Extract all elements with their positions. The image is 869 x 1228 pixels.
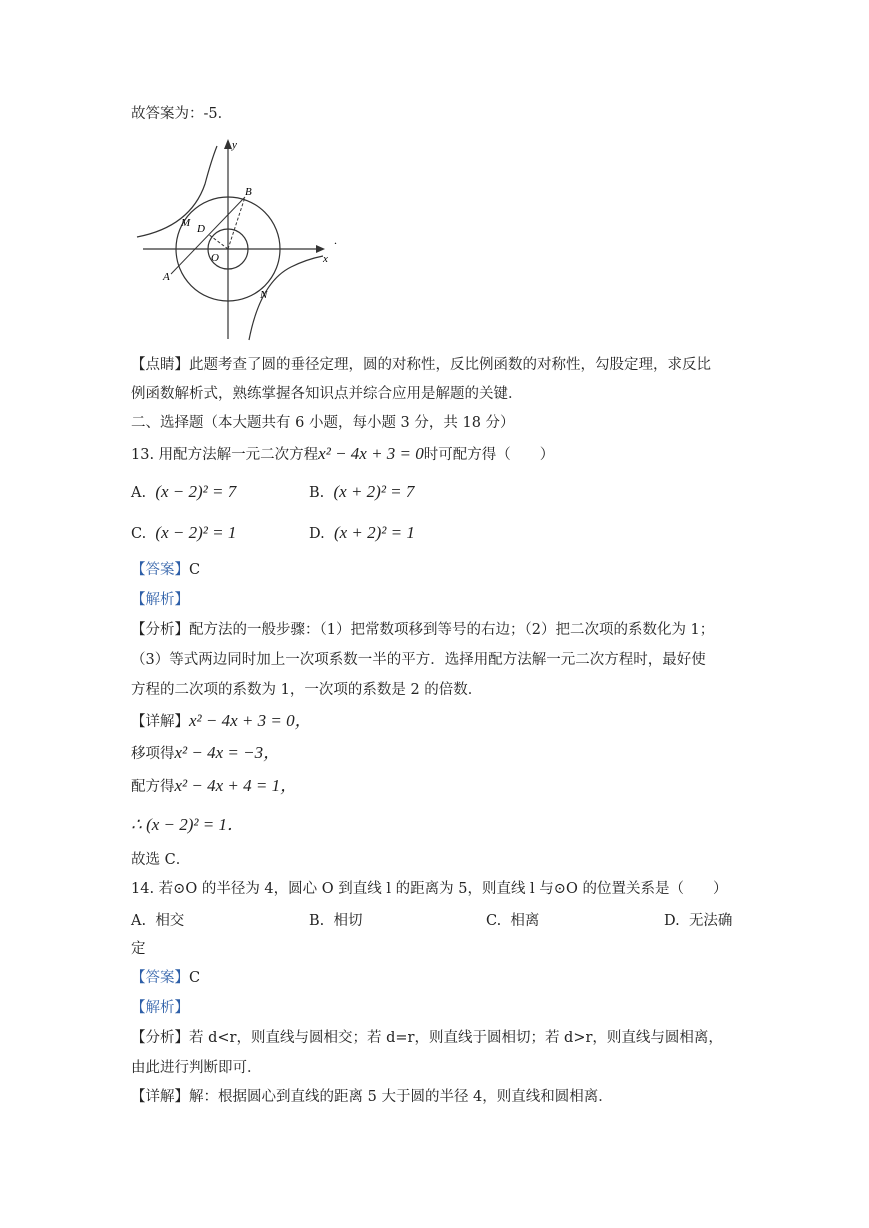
option-text: 相交 [155,913,185,929]
option-label: D. [309,526,325,542]
option-expr: (x + 2)² = 7 [333,482,415,501]
answer-tag: 【答案】 [131,970,189,986]
comment-line1 [131,355,711,375]
q13-option-a [131,482,236,502]
fenxi-text1: 若 d<r，则直线与圆相交；若 d=r，则直线于圆相切；若 d>r，则直线与圆相离， [189,1030,723,1046]
answer-tag: 【答案】 [131,562,189,578]
option-label: B. [309,913,325,929]
comment-tag: 【点睛】 [131,357,189,373]
label-x: x [323,253,328,265]
step4-expr: ∴ (x − 2)² = 1． [131,815,244,834]
q14-answer [131,968,200,988]
q13-fenxi-line1 [131,620,714,640]
option-label: B. [309,485,325,501]
option-text: 无法确 [688,913,733,929]
q13-detail-step4 [131,815,244,836]
q13-option-c [131,523,236,543]
label-B: B [245,186,252,198]
option-label: D. [664,913,680,929]
q13-analysis-tag: 【解析】 [131,592,189,608]
detail-tag: 【详解】 [131,714,189,730]
comment-line2: 例函数解析式，熟练掌握各知识点并综合应用是解题的关键． [131,386,523,402]
section-title: 二、选择题（本大题共有 6 小题，每小题 3 分，共 18 分） [131,415,515,431]
answer-value: C [189,562,201,578]
label-O: O [211,252,219,264]
label-A: A [163,271,170,283]
hyperbola-upper-left [137,146,217,237]
q13-suffix: 时可配方得（ ） [423,447,555,463]
q13-fenxi-line2: （3）等式两边同时加上一次项系数一半的平方．选择用配方法解一元二次方程时，最好使 [131,652,706,668]
q14-option-b [309,909,362,930]
label-D: D [197,223,205,235]
q13-option-d [309,523,415,543]
answer-line: 故答案为：-5． [131,106,233,122]
geometry-figure [133,134,353,344]
q14-option-a [131,909,184,930]
q14-option-wrap: 定 [131,941,146,957]
q13-prefix: 13. 用配方法解一元二次方程 [131,447,319,463]
segment-OD [208,234,228,249]
q14-option-d [664,909,732,930]
detail-text: 解：根据圆心到直线的距离 5 大于圆的半径 4，则直线和圆相离． [189,1089,613,1105]
q13-fenxi-line3: 方程的二次项的系数为 1，一次项的系数是 2 的倍数． [131,682,483,698]
fenxi-tag: 【分析】 [131,622,189,638]
label-y: y [232,139,237,151]
answer-value: C [189,970,201,986]
label-N: N [260,289,268,301]
step2-prefix: 移项得 [131,746,175,762]
q13-detail-step2 [131,743,280,764]
q13-stem [131,444,554,465]
fenxi-text1: 配方法的一般步骤：（1）把常数项移到等号的右边；（2）把二次项的系数化为 1； [189,622,715,638]
q14-stem: 14. 若⊙O 的半径为 4，圆心 O 到直线 l 的距离为 5，则直线 l 与⊙O 的位置关系是（ ） [131,881,728,897]
y-axis-arrow-icon [224,139,232,149]
step3-expr: x² − 4x + 4 = 1， [174,776,298,795]
q14-analysis-tag: 【解析】 [131,1000,189,1016]
fenxi-tag: 【分析】 [131,1030,189,1046]
q13-equation: x² − 4x + 3 = 0 [318,444,424,463]
option-expr: (x + 2)² = 1 [333,523,415,542]
q13-answer [131,560,200,580]
option-expr: (x − 2)² = 1 [155,523,237,542]
q14-detail [131,1087,613,1107]
option-label: C. [486,913,502,929]
detail-tag: 【详解】 [131,1089,189,1105]
option-label: A. [131,913,147,929]
option-text: 相离 [510,913,540,929]
comment-text1: 此题考查了圆的垂径定理，圆的对称性，反比例函数的对称性，勾股定理，求反比 [189,357,711,373]
segment-OB [228,197,245,249]
option-label: A. [131,485,147,501]
q13-option-b [309,482,414,502]
option-expr: (x − 2)² = 7 [155,482,237,501]
q14-fenxi-line1 [131,1028,723,1048]
step1-expr: x² − 4x + 3 = 0， [189,711,312,730]
label-M: M [181,217,191,229]
option-text: 相切 [333,913,363,929]
trailing-dot: . [334,233,337,247]
q13-detail-step3 [131,776,297,797]
segment-AB [171,197,245,274]
q14-fenxi-line2: 由此进行判断即可． [131,1060,262,1076]
x-axis-arrow-icon [316,245,325,253]
option-label: C. [131,526,147,542]
step3-prefix: 配方得 [131,779,175,795]
q13-detail-step1 [131,711,312,732]
step2-expr: x² − 4x = −3， [174,743,281,762]
q14-option-c [486,909,539,930]
q13-conclusion: 故选 C． [131,852,191,868]
